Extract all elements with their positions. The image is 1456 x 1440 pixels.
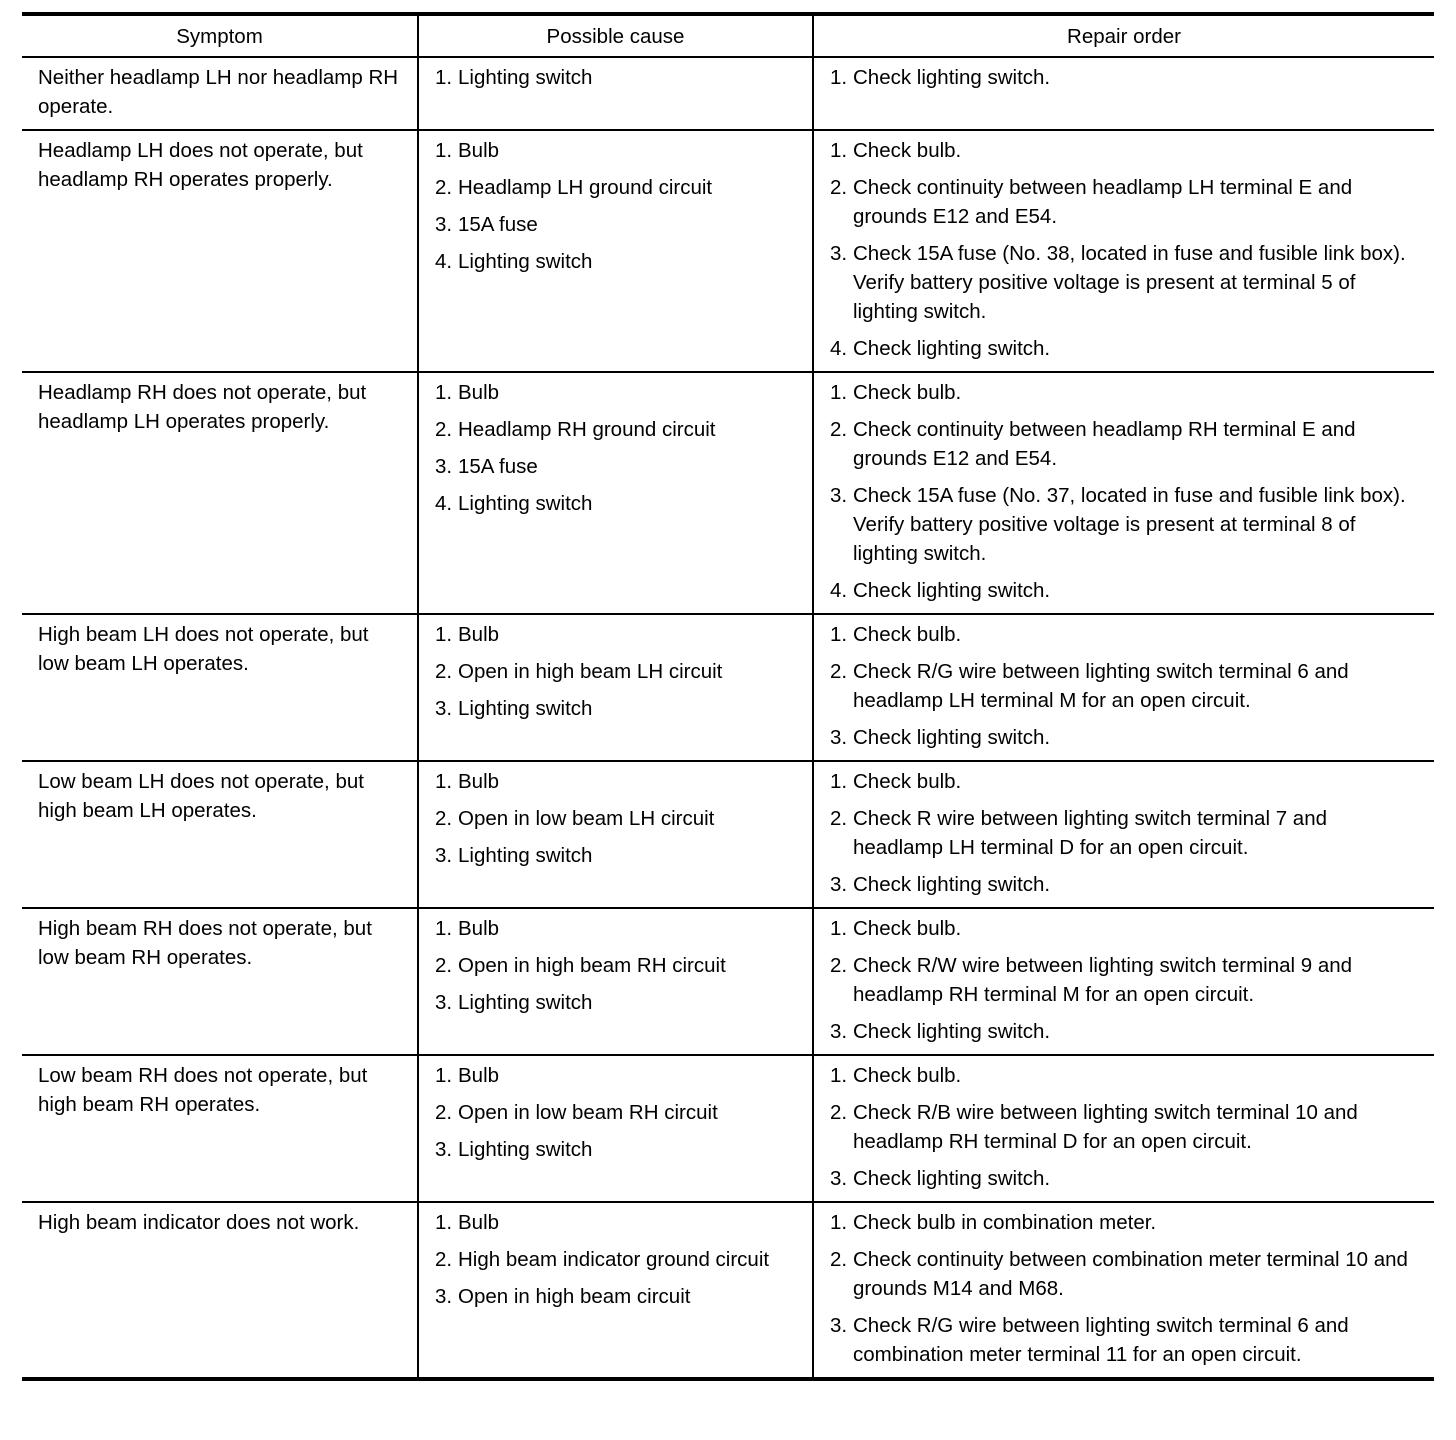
header-possible-cause: Possible cause — [418, 14, 813, 57]
cause-text: Bulb — [458, 381, 500, 404]
cause-list — [435, 1208, 796, 1311]
repair-list — [830, 767, 1418, 899]
cause-text: Bulb — [458, 917, 500, 940]
item-number: 3. — [830, 1167, 848, 1190]
cause-item — [435, 767, 796, 796]
cause-item — [435, 1245, 796, 1274]
repair-text: Check 15A fuse (No. 38, located in fuse and fusible link box). Verify battery positive voltage is present at terminal 5 of lighting switch. — [853, 242, 1406, 323]
item-number: 1. — [435, 381, 453, 404]
cause-list — [435, 1061, 796, 1164]
item-number: 3. — [435, 455, 453, 478]
cause-item — [435, 1282, 796, 1311]
cause-list — [435, 914, 796, 1017]
cause-text: Open in low beam LH circuit — [458, 807, 715, 830]
item-number: 2. — [435, 954, 453, 977]
item-number: 1. — [830, 917, 848, 940]
repair-text: Check lighting switch. — [853, 873, 1051, 896]
cause-cell — [418, 908, 813, 1055]
troubleshooting-table — [22, 12, 1434, 1381]
repair-item — [830, 63, 1418, 92]
repair-item — [830, 576, 1418, 605]
table-row — [22, 372, 1434, 614]
item-number: 2. — [830, 660, 848, 683]
item-number: 3. — [830, 484, 848, 507]
item-number: 2. — [830, 954, 848, 977]
table-row — [22, 130, 1434, 372]
item-number: 3. — [435, 991, 453, 1014]
repair-text: Check bulb. — [853, 1064, 962, 1087]
item-number: 1. — [435, 917, 453, 940]
cause-item — [435, 1061, 796, 1090]
repair-cell — [813, 614, 1434, 761]
repair-text: Check lighting switch. — [853, 579, 1051, 602]
repair-item — [830, 723, 1418, 752]
repair-cell — [813, 57, 1434, 130]
cause-item — [435, 914, 796, 943]
repair-cell — [813, 761, 1434, 908]
item-number: 1. — [830, 139, 848, 162]
cause-text: Headlamp LH ground circuit — [458, 176, 713, 199]
repair-text: Check continuity between headlamp RH terminal E and grounds E12 and E54. — [853, 418, 1356, 470]
cause-list — [435, 767, 796, 870]
cause-item — [435, 247, 796, 276]
symptom-cell: Headlamp LH does not operate, but headlamp RH operates properly. — [22, 130, 418, 372]
cause-item — [435, 694, 796, 723]
repair-cell — [813, 372, 1434, 614]
cause-text: Lighting switch — [458, 991, 593, 1014]
item-number: 2. — [830, 1248, 848, 1271]
repair-text: Check bulb. — [853, 917, 962, 940]
item-number: 2. — [830, 176, 848, 199]
repair-text: Check lighting switch. — [853, 337, 1051, 360]
repair-item — [830, 415, 1418, 473]
repair-item — [830, 951, 1418, 1009]
item-number: 1. — [830, 770, 848, 793]
item-number: 2. — [435, 1248, 453, 1271]
cause-cell — [418, 614, 813, 761]
cause-cell — [418, 57, 813, 130]
cause-item — [435, 452, 796, 481]
item-number: 3. — [830, 726, 848, 749]
repair-text: Check R/B wire between lighting switch terminal 10 and headlamp RH terminal D for an open circuit. — [853, 1101, 1358, 1153]
repair-item — [830, 173, 1418, 231]
table-row — [22, 908, 1434, 1055]
repair-item — [830, 334, 1418, 363]
repair-item — [830, 620, 1418, 649]
symptom-cell: High beam RH does not operate, but low beam RH operates. — [22, 908, 418, 1055]
repair-item — [830, 1311, 1418, 1369]
cause-item — [435, 173, 796, 202]
item-number: 1. — [830, 1064, 848, 1087]
cause-text: Open in high beam RH circuit — [458, 954, 726, 977]
cause-list — [435, 620, 796, 723]
repair-text: Check bulb. — [853, 381, 962, 404]
repair-text: Check 15A fuse (No. 37, located in fuse and fusible link box). Verify battery positive voltage is present at terminal 8 of lighting switch. — [853, 484, 1406, 565]
repair-item — [830, 914, 1418, 943]
cause-item — [435, 136, 796, 165]
repair-item — [830, 1061, 1418, 1090]
repair-cell — [813, 908, 1434, 1055]
repair-list — [830, 136, 1418, 363]
item-number: 3. — [435, 1138, 453, 1161]
cause-text: Bulb — [458, 623, 500, 646]
symptom-cell: Headlamp RH does not operate, but headlamp LH operates properly. — [22, 372, 418, 614]
item-number: 4. — [830, 579, 848, 602]
repair-item — [830, 1017, 1418, 1046]
cause-item — [435, 620, 796, 649]
item-number: 4. — [830, 337, 848, 360]
cause-text: 15A fuse — [458, 213, 538, 236]
cause-text: Lighting switch — [458, 66, 593, 89]
repair-text: Check R wire between lighting switch terminal 7 and headlamp LH terminal D for an open circuit. — [853, 807, 1328, 859]
repair-text: Check R/W wire between lighting switch terminal 9 and headlamp RH terminal M for an open circuit. — [853, 954, 1353, 1006]
repair-text: Check continuity between headlamp LH terminal E and grounds E12 and E54. — [853, 176, 1353, 228]
cause-cell — [418, 130, 813, 372]
repair-item — [830, 136, 1418, 165]
repair-cell — [813, 1202, 1434, 1379]
cause-text: Lighting switch — [458, 250, 593, 273]
cause-cell — [418, 1202, 813, 1379]
item-number: 4. — [435, 250, 453, 273]
repair-item — [830, 1208, 1418, 1237]
symptom-cell: High beam indicator does not work. — [22, 1202, 418, 1379]
repair-list — [830, 914, 1418, 1046]
item-number: 1. — [435, 770, 453, 793]
symptom-cell: Low beam LH does not operate, but high beam LH operates. — [22, 761, 418, 908]
repair-text: Check lighting switch. — [853, 66, 1051, 89]
cause-cell — [418, 372, 813, 614]
cause-list — [435, 63, 796, 92]
cause-cell — [418, 1055, 813, 1202]
cause-text: Open in low beam RH circuit — [458, 1101, 718, 1124]
cause-text: Bulb — [458, 770, 500, 793]
cause-text: Lighting switch — [458, 844, 593, 867]
cause-text: Open in high beam LH circuit — [458, 660, 723, 683]
cause-item — [435, 657, 796, 686]
cause-item — [435, 210, 796, 239]
repair-text: Check bulb. — [853, 139, 962, 162]
repair-list — [830, 1061, 1418, 1193]
symptom-cell: Low beam RH does not operate, but high beam RH operates. — [22, 1055, 418, 1202]
cause-text: Bulb — [458, 1064, 500, 1087]
item-number: 2. — [830, 807, 848, 830]
cause-text: Bulb — [458, 1211, 500, 1234]
cause-list — [435, 378, 796, 518]
repair-text: Check bulb in combination meter. — [853, 1211, 1157, 1234]
cause-list — [435, 136, 796, 276]
item-number: 1. — [435, 139, 453, 162]
repair-text: Check lighting switch. — [853, 726, 1051, 749]
header-symptom: Symptom — [22, 14, 418, 57]
repair-item — [830, 1245, 1418, 1303]
cause-item — [435, 1135, 796, 1164]
cause-item — [435, 1098, 796, 1127]
repair-list — [830, 620, 1418, 752]
item-number: 3. — [435, 213, 453, 236]
cause-item — [435, 804, 796, 833]
item-number: 2. — [435, 418, 453, 441]
table-row — [22, 1202, 1434, 1379]
table-row — [22, 57, 1434, 130]
repair-list — [830, 1208, 1418, 1369]
symptom-cell: High beam LH does not operate, but low beam LH operates. — [22, 614, 418, 761]
repair-text: Check bulb. — [853, 623, 962, 646]
symptom-cell: Neither headlamp LH nor headlamp RH operate. — [22, 57, 418, 130]
repair-cell — [813, 1055, 1434, 1202]
item-number: 1. — [435, 66, 453, 89]
table-row — [22, 614, 1434, 761]
repair-item — [830, 767, 1418, 796]
repair-text: Check continuity between combination meter terminal 10 and grounds M14 and M68. — [853, 1248, 1408, 1300]
item-number: 4. — [435, 492, 453, 515]
item-number: 3. — [830, 873, 848, 896]
repair-item — [830, 804, 1418, 862]
repair-text: Check R/G wire between lighting switch terminal 6 and combination meter terminal 11 for an open circuit. — [853, 1314, 1349, 1366]
repair-list — [830, 63, 1418, 92]
item-number: 2. — [435, 176, 453, 199]
repair-item — [830, 1098, 1418, 1156]
table-header-row — [22, 14, 1434, 57]
cause-item — [435, 415, 796, 444]
item-number: 1. — [830, 381, 848, 404]
table-row — [22, 1055, 1434, 1202]
cause-item — [435, 988, 796, 1017]
cause-item — [435, 1208, 796, 1237]
repair-text: Check lighting switch. — [853, 1020, 1051, 1043]
item-number: 1. — [435, 1064, 453, 1087]
item-number: 3. — [830, 1020, 848, 1043]
item-number: 2. — [435, 660, 453, 683]
item-number: 2. — [830, 418, 848, 441]
item-number: 3. — [435, 1285, 453, 1308]
repair-text: Check R/G wire between lighting switch terminal 6 and headlamp LH terminal M for an open circuit. — [853, 660, 1349, 712]
item-number: 1. — [435, 623, 453, 646]
cause-text: Headlamp RH ground circuit — [458, 418, 716, 441]
cause-text: Lighting switch — [458, 1138, 593, 1161]
cause-item — [435, 63, 796, 92]
item-number: 2. — [435, 1101, 453, 1124]
repair-list — [830, 378, 1418, 605]
cause-item — [435, 489, 796, 518]
cause-text: Lighting switch — [458, 697, 593, 720]
item-number: 3. — [830, 242, 848, 265]
item-number: 1. — [830, 1211, 848, 1234]
item-number: 3. — [435, 844, 453, 867]
repair-item — [830, 378, 1418, 407]
cause-text: Open in high beam circuit — [458, 1285, 691, 1308]
repair-item — [830, 870, 1418, 899]
repair-text: Check lighting switch. — [853, 1167, 1051, 1190]
repair-item — [830, 1164, 1418, 1193]
repair-item — [830, 239, 1418, 326]
header-repair-order: Repair order — [813, 14, 1434, 57]
repair-item — [830, 481, 1418, 568]
item-number: 1. — [830, 623, 848, 646]
item-number: 2. — [435, 807, 453, 830]
cause-item — [435, 841, 796, 870]
repair-cell — [813, 130, 1434, 372]
cause-item — [435, 951, 796, 980]
cause-text: 15A fuse — [458, 455, 538, 478]
item-number: 3. — [830, 1314, 848, 1337]
cause-text: Bulb — [458, 139, 500, 162]
cause-cell — [418, 761, 813, 908]
cause-text: Lighting switch — [458, 492, 593, 515]
item-number: 1. — [830, 66, 848, 89]
table-row — [22, 761, 1434, 908]
cause-text: High beam indicator ground circuit — [458, 1248, 770, 1271]
cause-item — [435, 378, 796, 407]
item-number: 2. — [830, 1101, 848, 1124]
repair-text: Check bulb. — [853, 770, 962, 793]
repair-item — [830, 657, 1418, 715]
item-number: 1. — [435, 1211, 453, 1234]
item-number: 3. — [435, 697, 453, 720]
table-body — [22, 57, 1434, 1379]
